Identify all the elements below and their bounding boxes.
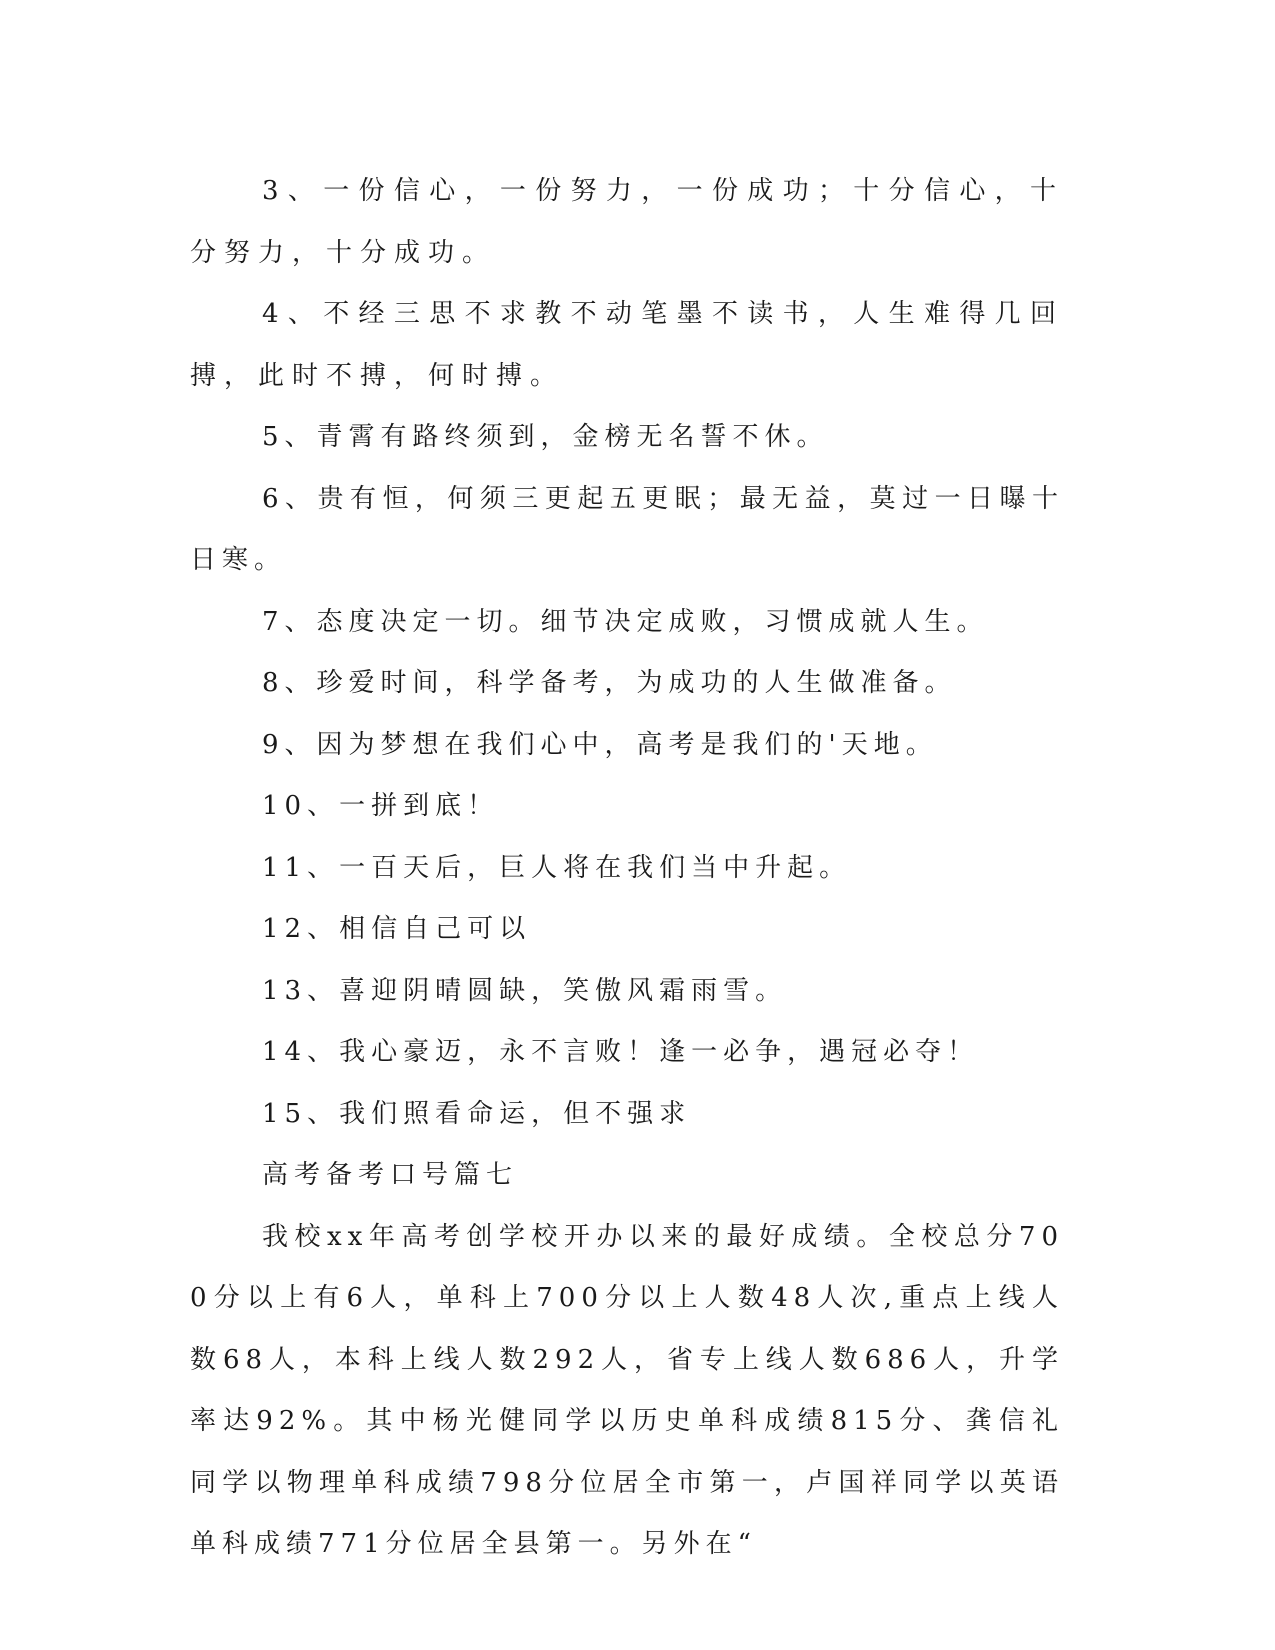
slogan-item-6: 6、贵有恒，何须三更起五更眠；最无益，莫过一日曝十日寒。	[190, 483, 1064, 575]
section-heading: 高考备考口号篇七	[262, 1160, 519, 1190]
slogan-item-15: 15、我们照看命运，但不强求	[262, 1098, 692, 1129]
body-paragraph: 我校xx年高考创学校开办以来的最好成绩。全校总分700分以上有6人，单科上700分以上人数48人次,重点上线人数68人，本科上线人数292人，省专上线人数686人，升学率达92%。其中杨光健同学以历史单科成绩815分、龚信礼同学以物理单科成绩798分位居全市第一，卢国祥同学以英语单科成绩771分位居全县第一。另外在“	[190, 1221, 1064, 1559]
slogan-item-10: 10、一拼到底！	[262, 791, 500, 821]
slogan-item-14: 14、我心豪迈，永不言败！逢一必争，遇冠必夺！	[262, 1037, 980, 1067]
slogan-item-12: 12、相信自己可以	[262, 914, 532, 944]
slogan-item-5: 5、青霄有路终须到，金榜无名誓不休。	[262, 422, 829, 452]
slogan-item-4: 4、不经三思不求教不动笔墨不读书，人生难得几回搏，此时不搏，何时搏。	[190, 299, 1064, 391]
slogan-item-11: 11、一百天后，巨人将在我们当中升起。	[262, 852, 852, 883]
slogan-item-3: 3、一份信心，一份努力，一份成功；十分信心，十分努力，十分成功。	[190, 176, 1064, 268]
slogan-item-13: 13、喜迎阴晴圆缺，笑傲风霜雨雪。	[262, 975, 788, 1006]
slogan-item-7: 7、态度决定一切。细节决定成败，习惯成就人生。	[262, 606, 989, 637]
slogan-item-9: 9、因为梦想在我们心中，高考是我们的'天地。	[262, 729, 938, 760]
slogan-item-8: 8、珍爱时间，科学备考，为成功的人生做准备。	[262, 668, 957, 698]
